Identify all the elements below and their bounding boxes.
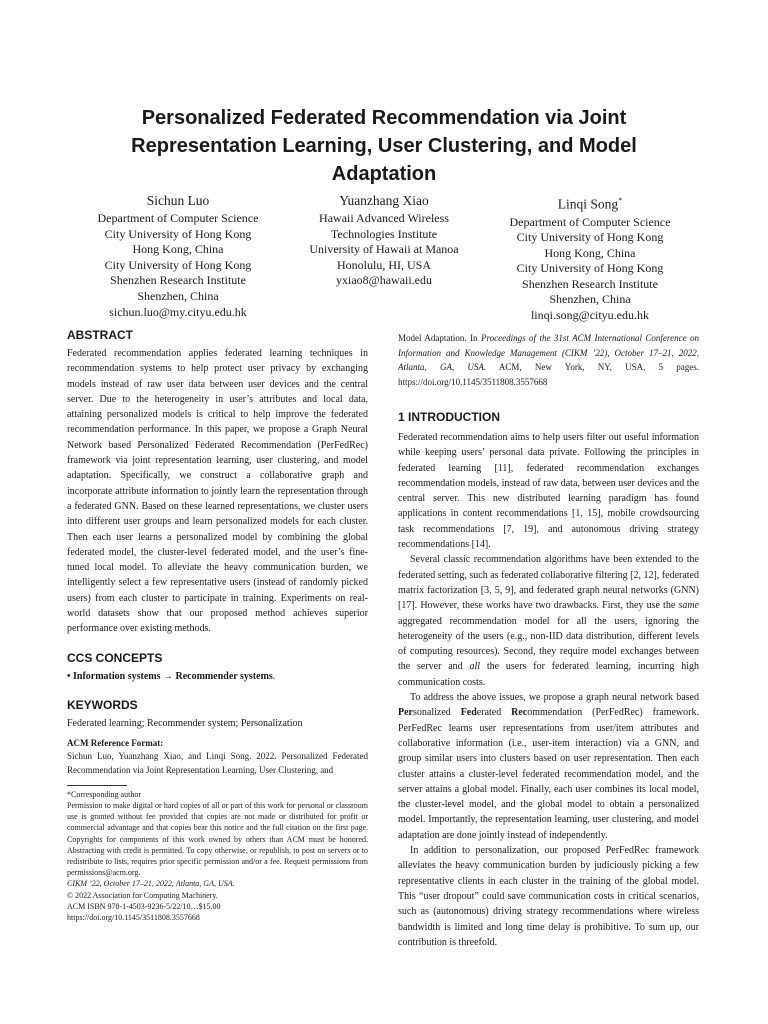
corresponding-mark: * [618, 196, 623, 205]
affiliation-line: Hong Kong, China [544, 245, 636, 260]
text-span: sonalized [413, 707, 461, 719]
affiliation-line: Hawaii Advanced Wireless [319, 211, 449, 225]
affiliation-line: City University of Hong Kong [516, 261, 664, 276]
acronym-bold: Per [398, 707, 413, 719]
affiliation-line: Department of Computer Science [509, 214, 671, 229]
ccs-heading: CCS CONCEPTS [67, 650, 163, 665]
affiliation-line: Shenzhen Research Institute [110, 273, 246, 288]
affiliation-line: City University of Hong Kong [516, 230, 664, 245]
author-email[interactable]: linqi.song@cityu.edu.hk [530, 308, 650, 323]
footnote-rule [67, 785, 127, 786]
right-column [398, 331, 699, 950]
emphasis: all [469, 661, 481, 673]
copyright-line: © 2022 Association for Computing Machinery. [67, 890, 218, 900]
author-name-text: Linqi Song [557, 196, 619, 212]
intro-paragraph-3 [398, 690, 699, 843]
reference-heading: ACM Reference Format: [67, 738, 164, 749]
author-block-luo [68, 192, 288, 320]
ccs-concept: • Information systems → Recommender systems [67, 670, 273, 682]
affiliation-line: Technologies Institute [330, 226, 438, 241]
text-span: the users for federated learning, incurring high communication costs. [398, 661, 699, 688]
ccs-end: . [272, 670, 276, 682]
text-span: To address the above issues, we propose a graph neural network based [410, 692, 699, 704]
intro-paragraph-4: In addition to personalization, our proposed PerFedRec framework alleviates the heavy communication burden by judiciously picking a few representative clients in each cluster in the training of the global model. This “user dropout” could save communication costs in critical scenarios, such as (autonomous) driving strategy recommendations where wireless bandwidth is limited and long time delay is prohibitive. To sum up, our contribution is threefold. [398, 845, 699, 948]
permission-block [67, 800, 368, 923]
doi-link[interactable]: https://doi.org/10.1145/3511808.3557668 [67, 913, 200, 923]
abstract-text: Federated recommendation applies federated learning techniques in recommendation systems to help protect user privacy by exchanging models instead of raw user data between user devices and the central server. Due to the heterogeneity in user’s attributes and local data, attaining personalized models is critical to help improve the federated recommendation performance. In this paper, we propose a Graph Neural Network based Personalized Federated Recommendation (PerFedRec) framework via joint representation learning, user clustering, and model adaptation. Specifically, we construct a collaborative graph and incorporate attribute information to jointly learn the representation through a federated GNN. Based on these learned representations, we cluster users into different user groups and learn personalized models for each cluster. Then each user learns a personalized model by combining the global federated model, the cluster-level federated model, and the user’s fine-tuned local model. To alleviate the heavy communication burden, we intelligently select a few representative users (instead of randomly picked users) from each cluster to participate in training. Experiments on real-world datasets show that our proposed method achieves superior performance over existing methods. [67, 348, 368, 635]
intro-paragraph-1: Federated recommendation aims to help users filter out useful information while keeping users’ personal data private. Following the principles in federated learning [11], federated recommendation exchanges recommendation models, instead of raw data, between user devices and the central server. This new distributed learning paradigm has found applications in content recommendations [1, 15], mobile crowdsourcing task recommendations [7, 19], and autonomous driving strategy recommendations [14]. [398, 432, 700, 551]
emphasis: same [678, 600, 699, 612]
author-name: Sichun Luo [146, 193, 210, 208]
affiliation-line: City University of Hong Kong [104, 257, 252, 272]
reference-continuation [398, 331, 699, 389]
affiliation-line: Honolulu, HI, USA [336, 257, 431, 272]
author-name [480, 192, 700, 214]
title-line-3: Adaptation [331, 163, 437, 185]
text-span: Several classic recommendation algorithms have been extended to the federated setting, such as federated collaborative filtering [2, 12], federated matrix factorization [3, 5, 9], and federated graph neural networks (GNN) [17]. However, these works have two drawbacks. First, they use the [398, 554, 699, 612]
footnote-corresponding: *Corresponding author [67, 790, 141, 800]
acronym-bold: Rec [511, 707, 528, 719]
author-email[interactable]: sichun.luo@my.cityu.edu.hk [109, 304, 247, 319]
paper-title [70, 104, 698, 188]
introduction-heading: 1 INTRODUCTION [398, 410, 500, 424]
text-span: ommendation (PerFedRec) framework. PerFedRec learns user representations from user/item attributes and collaborative information (i.e., user-item interaction) via a GNN, and group similar users into clusters based on user representation. Then each cluster attains a cluster-level federated recommendation model, and the server attains a global model. Finally, each user combines its local model, the cluster-level model, and the global model to obtain a personalized model. Importantly, the representation learning, user clustering, and model adaptation are done jointly instead of independently. [398, 707, 699, 841]
title-line-2: Representation Learning, User Clustering, and Model [131, 135, 637, 157]
reference-text: Sichun Luo, Yuanzhang Xiao, and Linqi Song. 2022. Personalized Federated Recommendation via Joint Representation Learning, User Clustering, and [67, 751, 368, 775]
affiliation-line: Shenzhen, China [137, 288, 219, 303]
author-email[interactable]: yxiao8@hawaii.edu [335, 273, 433, 288]
isbn-line: ACM ISBN 978-1-4503-9236-5/22/10…$15.00 [67, 901, 221, 911]
title-line-1: Personalized Federated Recommendation via Joint [141, 107, 627, 129]
permission-text: Permission to make digital or hard copies of all or part of this work for personal or classroom use is granted without fee provided that copies are not made or distributed for profit or commercial advantage and that copies bear this notice and the full citation on the first page. Copyrights for components of this work owned by others than ACM must be honored. Abstracting with credit is permitted. To copy otherwise, or republish, to post on servers or to redistribute to lists, requires prior specific permission and/or a fee. Request permissions from permissions@acm.org. [67, 801, 368, 878]
left-column [67, 327, 368, 800]
text-span: aggregated recommendation model for all the users, ignoring the heterogeneity of the users (e.g., non-IID data distribution, different levels of computing resources). Second, they require model exchanges between the server and [398, 615, 699, 673]
abstract-heading: ABSTRACT [67, 328, 133, 342]
keywords-heading: KEYWORDS [67, 697, 138, 712]
text-span: erated [476, 707, 512, 719]
affiliation-line: City University of Hong Kong [104, 226, 252, 241]
author-name: Yuanzhang Xiao [339, 193, 429, 208]
affiliation-line: Shenzhen, China [549, 292, 631, 307]
author-block-song [480, 192, 700, 324]
affiliation-line: Department of Computer Science [97, 211, 259, 225]
affiliation-line: University of Hawaii at Manoa [309, 242, 459, 257]
conference-line: CIKM ’22, October 17–21, 2022, Atlanta, GA, USA. [67, 879, 235, 889]
reference-cont-text: Model Adaptation. In [398, 333, 481, 343]
reference-cont-doi: ACM, New York, NY, USA, 5 pages. https://doi.org/10.1145/3511808.3557668 [398, 362, 699, 387]
keywords-text: Federated learning; Recommender system; Personalization [67, 717, 303, 729]
author-block-xiao [274, 192, 494, 289]
intro-paragraph-2 [398, 552, 699, 690]
acronym-bold: Fed [460, 707, 477, 719]
affiliation-line: Shenzhen Research Institute [522, 276, 658, 291]
reference-venue: Proceedings of the 31st ACM International Conference on Information and Knowledge Management (CIKM ’22), October 17–21, 2022, Atlanta, GA, USA. [398, 333, 699, 372]
ccs-text [67, 669, 368, 684]
affiliation-line: Hong Kong, China [132, 242, 224, 257]
